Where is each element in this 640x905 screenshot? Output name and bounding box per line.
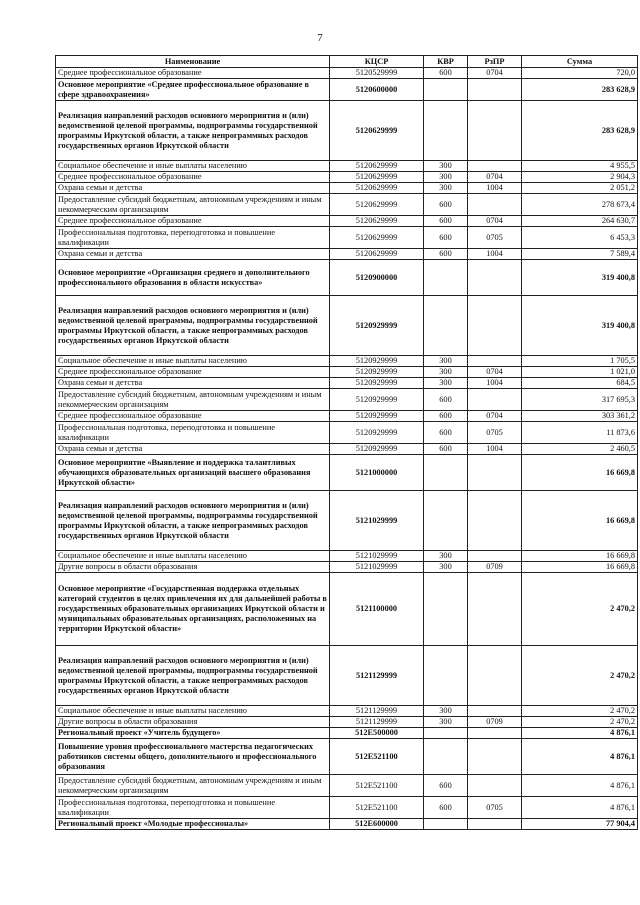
cell-kvr (424, 646, 468, 706)
table-row (56, 728, 638, 739)
header-rzpr: РзПР (468, 56, 522, 68)
table-row (56, 646, 638, 706)
cell-name: Профессиональная подготовка, переподготовка и повышение квалификации (56, 422, 330, 444)
cell-rzpr: 0704 (468, 68, 522, 79)
cell-kvr (424, 79, 468, 101)
cell-rzpr (468, 455, 522, 491)
cell-sum: 2 460,5 (522, 444, 638, 455)
cell-kcsr: 512E500000 (330, 728, 424, 739)
cell-name: Предоставление субсидий бюджетным, автономным учреждениям и иным некоммерческим организациям (56, 389, 330, 411)
cell-rzpr: 0704 (468, 172, 522, 183)
table-row (56, 706, 638, 717)
header-kvr: КВР (424, 56, 468, 68)
table-row (56, 562, 638, 573)
cell-rzpr: 1004 (468, 444, 522, 455)
cell-name: Среднее профессиональное образование (56, 172, 330, 183)
cell-kcsr: 5120629999 (330, 183, 424, 194)
cell-kvr (424, 573, 468, 646)
cell-name: Реализация направлений расходов основного мероприятия и (или) ведомственной целевой программы, подпрограммы государственной программы Иркутской области, а также непрограммных расходов государственных органов Иркутской области (56, 101, 330, 161)
cell-kcsr: 5120929999 (330, 367, 424, 378)
cell-kvr: 600 (424, 227, 468, 249)
cell-rzpr (468, 706, 522, 717)
cell-kcsr: 5120600000 (330, 79, 424, 101)
table-row (56, 161, 638, 172)
cell-name: Среднее профессиональное образование (56, 411, 330, 422)
cell-sum: 16 669,8 (522, 455, 638, 491)
cell-rzpr (468, 819, 522, 830)
cell-name: Среднее профессиональное образование (56, 367, 330, 378)
page-number: 7 (317, 32, 323, 44)
cell-kcsr: 5120929999 (330, 296, 424, 356)
cell-sum: 283 628,9 (522, 101, 638, 161)
cell-kcsr: 5121100000 (330, 573, 424, 646)
table-row (56, 172, 638, 183)
cell-kcsr: 5120629999 (330, 227, 424, 249)
cell-rzpr (468, 101, 522, 161)
table-row (56, 101, 638, 161)
cell-rzpr: 0704 (468, 411, 522, 422)
cell-sum: 303 361,2 (522, 411, 638, 422)
cell-kcsr: 5121029999 (330, 491, 424, 551)
cell-kvr: 300 (424, 378, 468, 389)
cell-sum: 77 904,4 (522, 819, 638, 830)
table-row (56, 551, 638, 562)
cell-kcsr: 5120929999 (330, 389, 424, 411)
cell-kcsr: 5120629999 (330, 249, 424, 260)
cell-kvr: 300 (424, 172, 468, 183)
cell-sum: 720,0 (522, 68, 638, 79)
cell-name: Профессиональная подготовка, переподготовка и повышение квалификации (56, 227, 330, 249)
cell-sum: 7 589,4 (522, 249, 638, 260)
cell-kvr: 600 (424, 194, 468, 216)
cell-name: Профессиональная подготовка, переподготовка и повышение квалификации (56, 797, 330, 819)
cell-name: Основное мероприятие «Государственная поддержка отдельных категорий студентов в целях привлечения их для дальнейшей работы в государственных образовательных организациях Иркутской области и муниципальных образовательных организациях, расположенных на территории Иркутской области» (56, 573, 330, 646)
cell-sum: 2 051,2 (522, 183, 638, 194)
cell-rzpr: 0704 (468, 367, 522, 378)
table-row (56, 79, 638, 101)
table-body (56, 68, 638, 830)
header-kcsr: КЦСР (330, 56, 424, 68)
cell-rzpr: 0705 (468, 422, 522, 444)
cell-name: Охрана семьи и детства (56, 444, 330, 455)
cell-kcsr: 5120629999 (330, 194, 424, 216)
cell-kvr: 600 (424, 249, 468, 260)
cell-kcsr: 512E521100 (330, 775, 424, 797)
cell-name: Реализация направлений расходов основного мероприятия и (или) ведомственной целевой программы, подпрограммы государственной программы Иркутской области, а также непрограммных расходов государственных органов Иркутской области (56, 646, 330, 706)
cell-rzpr (468, 296, 522, 356)
cell-kcsr: 512E521100 (330, 739, 424, 775)
cell-rzpr: 0704 (468, 216, 522, 227)
cell-name: Основное мероприятие «Выявление и поддержка талантливых обучающихся образовательных организаций высшего образования Иркутской области» (56, 455, 330, 491)
cell-name: Социальное обеспечение и иные выплаты населению (56, 161, 330, 172)
cell-name: Региональный проект «Учитель будущего» (56, 728, 330, 739)
cell-name: Другие вопросы в области образования (56, 562, 330, 573)
cell-kcsr: 5121129999 (330, 646, 424, 706)
cell-sum: 2 470,2 (522, 573, 638, 646)
cell-kvr: 300 (424, 183, 468, 194)
cell-kvr: 600 (424, 411, 468, 422)
table-row (56, 819, 638, 830)
header-name: Наименование (56, 56, 330, 68)
cell-sum: 2 470,2 (522, 646, 638, 706)
cell-sum: 2 470,2 (522, 706, 638, 717)
table-row (56, 775, 638, 797)
cell-rzpr (468, 573, 522, 646)
cell-rzpr (468, 646, 522, 706)
cell-kvr: 300 (424, 356, 468, 367)
cell-sum: 4 876,1 (522, 728, 638, 739)
table-row (56, 455, 638, 491)
header-row (56, 56, 638, 68)
cell-sum: 264 630,7 (522, 216, 638, 227)
cell-sum: 16 669,8 (522, 491, 638, 551)
cell-kvr: 600 (424, 389, 468, 411)
cell-name: Региональный проект «Молодые профессионалы» (56, 819, 330, 830)
cell-name: Охрана семьи и детства (56, 378, 330, 389)
cell-rzpr (468, 739, 522, 775)
cell-kvr (424, 728, 468, 739)
cell-kvr: 600 (424, 444, 468, 455)
cell-kvr (424, 819, 468, 830)
cell-sum: 6 453,3 (522, 227, 638, 249)
cell-sum: 1 705,5 (522, 356, 638, 367)
cell-kvr: 300 (424, 717, 468, 728)
cell-rzpr: 0705 (468, 227, 522, 249)
table-row (56, 739, 638, 775)
cell-sum: 1 021,0 (522, 367, 638, 378)
cell-rzpr (468, 79, 522, 101)
cell-kcsr: 5120629999 (330, 161, 424, 172)
cell-name: Повышение уровня профессионального мастерства педагогических работников системы общего, дополнительного и профессионального образования (56, 739, 330, 775)
cell-kcsr: 5121000000 (330, 455, 424, 491)
table-row (56, 367, 638, 378)
cell-kvr: 300 (424, 706, 468, 717)
cell-kcsr: 5120629999 (330, 101, 424, 161)
cell-sum: 2 470,2 (522, 717, 638, 728)
table-row (56, 573, 638, 646)
cell-sum: 11 873,6 (522, 422, 638, 444)
cell-sum: 16 669,8 (522, 562, 638, 573)
cell-name: Основное мероприятие «Среднее профессиональное образование в сфере здравоохранения» (56, 79, 330, 101)
cell-rzpr (468, 356, 522, 367)
cell-rzpr (468, 775, 522, 797)
cell-kcsr: 5120929999 (330, 378, 424, 389)
table-row (56, 296, 638, 356)
table-row (56, 491, 638, 551)
cell-kcsr: 5120529999 (330, 68, 424, 79)
table-row (56, 216, 638, 227)
cell-name: Предоставление субсидий бюджетным, автономным учреждениям и иным некоммерческим организациям (56, 775, 330, 797)
cell-kvr: 300 (424, 551, 468, 562)
cell-kcsr: 5120629999 (330, 216, 424, 227)
cell-name: Социальное обеспечение и иные выплаты населению (56, 706, 330, 717)
table-row (56, 356, 638, 367)
cell-kvr: 600 (424, 68, 468, 79)
cell-rzpr (468, 389, 522, 411)
cell-rzpr: 1004 (468, 249, 522, 260)
cell-kcsr: 5120929999 (330, 422, 424, 444)
cell-kvr (424, 739, 468, 775)
cell-name: Среднее профессиональное образование (56, 68, 330, 79)
cell-rzpr (468, 260, 522, 296)
cell-kcsr: 512E521100 (330, 797, 424, 819)
cell-sum: 4 876,1 (522, 739, 638, 775)
table-row (56, 249, 638, 260)
cell-rzpr: 0709 (468, 717, 522, 728)
table-row (56, 389, 638, 411)
cell-kcsr: 5120929999 (330, 411, 424, 422)
table-row (56, 260, 638, 296)
cell-kcsr: 5121029999 (330, 562, 424, 573)
cell-kvr: 600 (424, 775, 468, 797)
cell-sum: 4 876,1 (522, 797, 638, 819)
cell-rzpr: 1004 (468, 378, 522, 389)
table-row (56, 227, 638, 249)
cell-kvr (424, 455, 468, 491)
cell-kcsr: 5121129999 (330, 706, 424, 717)
cell-sum: 283 628,9 (522, 79, 638, 101)
cell-kvr: 300 (424, 161, 468, 172)
cell-kcsr: 5121029999 (330, 551, 424, 562)
cell-kvr: 300 (424, 367, 468, 378)
cell-name: Среднее профессиональное образование (56, 216, 330, 227)
cell-kvr (424, 101, 468, 161)
table-row (56, 444, 638, 455)
cell-kcsr: 5120900000 (330, 260, 424, 296)
cell-sum: 684,5 (522, 378, 638, 389)
table-row (56, 797, 638, 819)
cell-kvr (424, 491, 468, 551)
cell-kcsr: 5120629999 (330, 172, 424, 183)
cell-kcsr: 512E600000 (330, 819, 424, 830)
cell-rzpr (468, 194, 522, 216)
cell-name: Социальное обеспечение и иные выплаты населению (56, 551, 330, 562)
cell-name: Социальное обеспечение и иные выплаты населению (56, 356, 330, 367)
cell-sum: 16 669,8 (522, 551, 638, 562)
budget-table (55, 55, 638, 830)
table-row (56, 194, 638, 216)
cell-name: Охрана семьи и детства (56, 183, 330, 194)
cell-rzpr: 1004 (468, 183, 522, 194)
cell-kvr: 600 (424, 797, 468, 819)
cell-rzpr (468, 161, 522, 172)
cell-kvr: 300 (424, 562, 468, 573)
table-row (56, 68, 638, 79)
cell-name: Реализация направлений расходов основного мероприятия и (или) ведомственной целевой программы, подпрограммы государственной программы Иркутской области, а также непрограммных расходов государственных органов Иркутской области (56, 296, 330, 356)
table-row (56, 422, 638, 444)
header-sum: Сумма (522, 56, 638, 68)
cell-name: Охрана семьи и детства (56, 249, 330, 260)
cell-kvr (424, 296, 468, 356)
cell-sum: 4 876,1 (522, 775, 638, 797)
cell-rzpr (468, 551, 522, 562)
cell-rzpr (468, 491, 522, 551)
cell-rzpr: 0705 (468, 797, 522, 819)
cell-kvr: 600 (424, 422, 468, 444)
cell-rzpr: 0709 (468, 562, 522, 573)
cell-kcsr: 5120929999 (330, 444, 424, 455)
table-row (56, 183, 638, 194)
cell-sum: 319 400,8 (522, 296, 638, 356)
cell-kcsr: 5120929999 (330, 356, 424, 367)
cell-sum: 4 955,5 (522, 161, 638, 172)
cell-kvr (424, 260, 468, 296)
table-row (56, 411, 638, 422)
cell-name: Предоставление субсидий бюджетным, автономным учреждениям и иным некоммерческим организациям (56, 194, 330, 216)
cell-rzpr (468, 728, 522, 739)
cell-sum: 317 695,3 (522, 389, 638, 411)
cell-name: Реализация направлений расходов основного мероприятия и (или) ведомственной целевой программы, подпрограммы государственной программы Иркутской области, а также непрограммных расходов государственных органов Иркутской области (56, 491, 330, 551)
cell-name: Другие вопросы в области образования (56, 717, 330, 728)
cell-name: Основное мероприятие «Организация среднего и дополнительного профессионального образования в области искусства» (56, 260, 330, 296)
table-row (56, 378, 638, 389)
table-row (56, 717, 638, 728)
cell-kcsr: 5121129999 (330, 717, 424, 728)
cell-sum: 278 673,4 (522, 194, 638, 216)
cell-sum: 2 904,3 (522, 172, 638, 183)
cell-sum: 319 400,8 (522, 260, 638, 296)
cell-kvr: 600 (424, 216, 468, 227)
